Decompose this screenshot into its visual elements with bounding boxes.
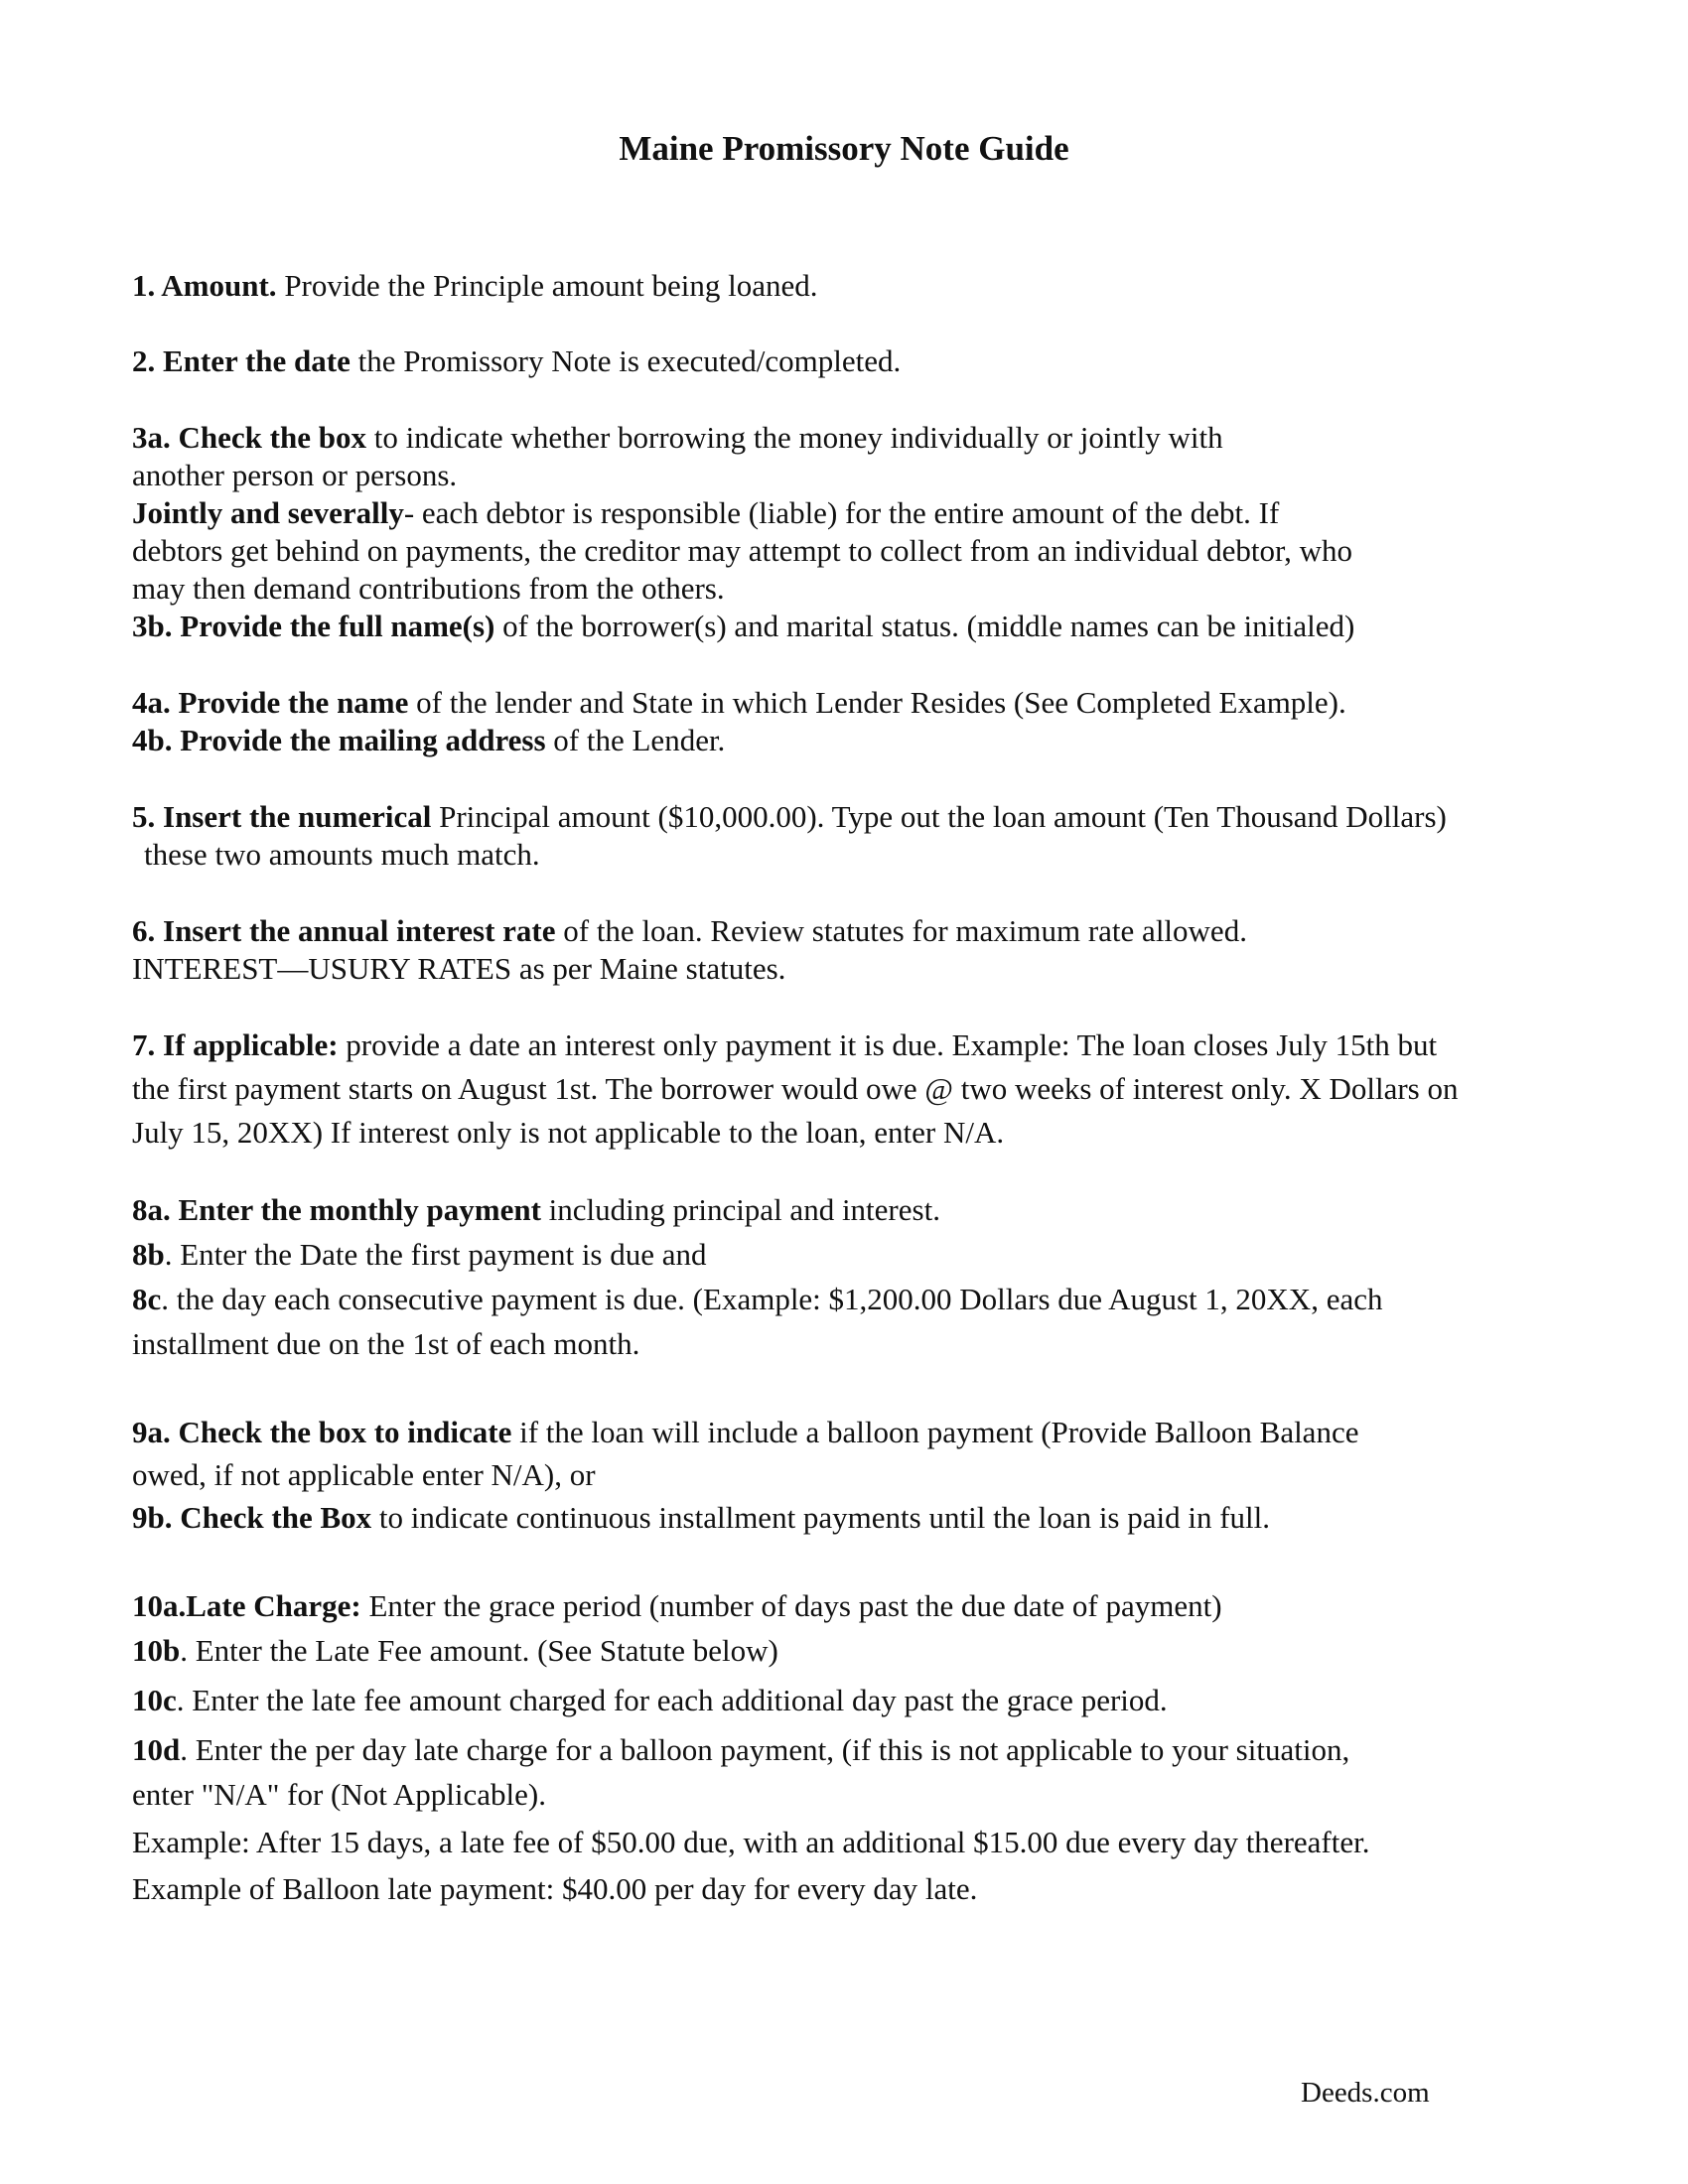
footer-brand: Deeds.com: [1301, 2077, 1430, 2109]
item-9a-continued: owed, if not applicable enter N/A), or: [132, 1457, 596, 1492]
item-8c-continued: installment due on the 1st of each month.: [132, 1326, 640, 1361]
item-4b-text: of the Lender.: [545, 723, 726, 757]
item-3b: [132, 609, 1354, 644]
item-6: [132, 913, 1247, 949]
item-10c-text: . Enter the late fee amount charged for each additional day past the grace period.: [176, 1683, 1168, 1717]
item-1-label: 1. Amount.: [132, 268, 277, 303]
item-4a: [132, 685, 1346, 721]
item-6-continued: INTEREST—USURY RATES as per Maine statutes.: [132, 951, 786, 986]
item-9a-text: if the loan will include a balloon payment (Provide Balloon Balance: [511, 1415, 1359, 1449]
late-fee-example: Example: After 15 days, a late fee of $50.00 due, with an additional $15.00 due every day thereafter.: [132, 1825, 1370, 1859]
item-5-label: 5. Insert the numerical: [132, 799, 432, 834]
item-6-label: 6. Insert the annual interest rate: [132, 913, 556, 948]
item-10d: [132, 1732, 1349, 1768]
item-7-continued-1: the first payment starts on August 1st. The borrower would owe @ two weeks of interest only. X Dollars on: [132, 1071, 1459, 1106]
item-10b-label: 10b: [132, 1633, 181, 1668]
item-5-text: Principal amount ($10,000.00). Type out the loan amount (Ten Thousand Dollars): [431, 799, 1447, 834]
item-10a: [132, 1588, 1222, 1624]
item-8c: [132, 1282, 1382, 1317]
jointly-severally-definition: [132, 495, 1279, 531]
item-7-text: provide a date an interest only payment it is due. Example: The loan closes July 15th but: [338, 1027, 1438, 1062]
item-8c-label: 8c: [132, 1282, 162, 1316]
item-8a-label: 8a. Enter the monthly payment: [132, 1192, 541, 1227]
item-1: [132, 268, 818, 304]
item-6-text: of the loan. Review statutes for maximum rate allowed.: [555, 913, 1247, 948]
item-9a-label: 9a. Check the box to indicate: [132, 1415, 512, 1449]
item-10d-continued: enter "N/A" for (Not Applicable).: [132, 1777, 546, 1812]
item-1-text: Provide the Principle amount being loaned.: [276, 268, 818, 303]
item-3a: [132, 420, 1223, 456]
item-8a-text: including principal and interest.: [540, 1192, 940, 1227]
item-10d-text: . Enter the per day late charge for a balloon payment, (if this is not applicable to your situation,: [180, 1732, 1350, 1767]
item-5-continued: these two amounts much match.: [144, 837, 540, 872]
jointly-severally-continued-2: may then demand contributions from the others.: [132, 571, 725, 606]
item-10c: [132, 1683, 1168, 1718]
item-7: [132, 1027, 1437, 1063]
item-9a: [132, 1415, 1358, 1450]
item-2: [132, 343, 901, 379]
item-8c-text: . the day each consecutive payment is due. (Example: $1,200.00 Dollars due August 1, 20XX, each: [161, 1282, 1383, 1316]
jointly-severally-text: - each debtor is responsible (liable) for the entire amount of the debt. If: [403, 495, 1280, 530]
item-4b-label: 4b. Provide the mailing address: [132, 723, 546, 757]
item-10a-label: 10a.Late Charge:: [132, 1588, 361, 1623]
item-4b: [132, 723, 725, 758]
item-2-text: the Promissory Note is executed/completed.: [350, 343, 902, 378]
item-2-label: 2. Enter the date: [132, 343, 351, 378]
item-10c-label: 10c: [132, 1683, 177, 1717]
item-3b-text: of the borrower(s) and marital status. (middle names can be initialed): [494, 609, 1355, 643]
page-title: Maine Promissory Note Guide: [619, 129, 1069, 168]
item-3a-text: to indicate whether borrowing the money individually or jointly with: [365, 420, 1223, 455]
jointly-severally-continued-1: debtors get behind on payments, the creditor may attempt to collect from an individual debtor, who: [132, 533, 1352, 568]
item-7-continued-2: July 15, 20XX) If interest only is not applicable to the loan, enter N/A.: [132, 1115, 1005, 1150]
item-9b-text: to indicate continuous installment payments until the loan is paid in full.: [371, 1500, 1271, 1535]
item-8b-text: . Enter the Date the first payment is due and: [164, 1237, 707, 1272]
item-3a-continued: another person or persons.: [132, 458, 458, 492]
item-7-label: 7. If applicable:: [132, 1027, 339, 1062]
item-10a-text: Enter the grace period (number of days past the due date of payment): [360, 1588, 1222, 1623]
item-10d-label: 10d: [132, 1732, 181, 1767]
jointly-severally-term: Jointly and severally: [132, 495, 404, 530]
item-8b: [132, 1237, 707, 1273]
balloon-late-example: Example of Balloon late payment: $40.00 per day for every day late.: [132, 1871, 978, 1906]
item-8b-label: 8b: [132, 1237, 165, 1272]
item-4a-label: 4a. Provide the name: [132, 685, 409, 720]
item-5: [132, 799, 1447, 835]
item-9b: [132, 1500, 1270, 1536]
item-10b-text: . Enter the Late Fee amount. (See Statute below): [180, 1633, 778, 1668]
item-8a: [132, 1192, 940, 1228]
item-3a-label: 3a. Check the box: [132, 420, 366, 455]
item-4a-text: of the lender and State in which Lender Resides (See Completed Example).: [408, 685, 1346, 720]
item-3b-label: 3b. Provide the full name(s): [132, 609, 495, 643]
item-9b-label: 9b. Check the Box: [132, 1500, 372, 1535]
item-10b: [132, 1633, 778, 1669]
